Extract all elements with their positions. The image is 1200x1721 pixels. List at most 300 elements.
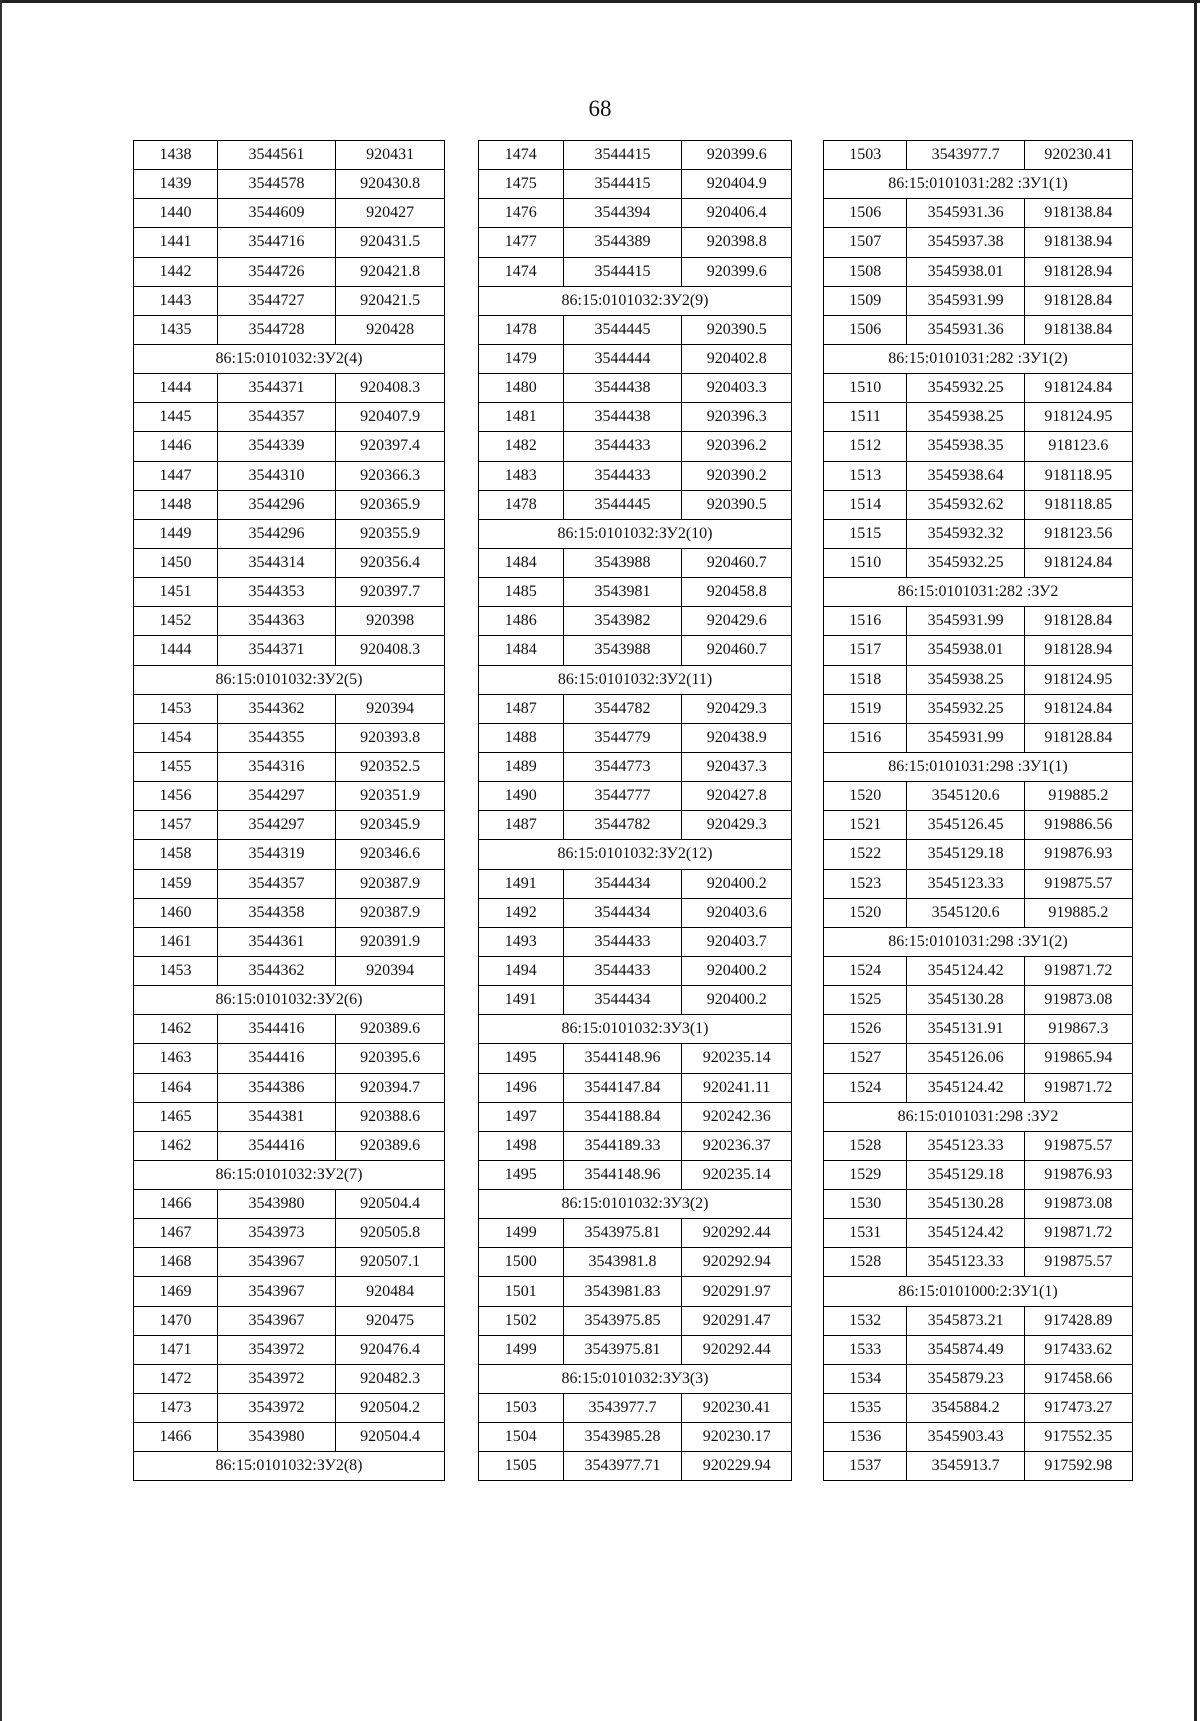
parcel-header-row: [824, 1277, 1133, 1306]
point-number-cell: 1462: [134, 1015, 218, 1044]
point-number-cell: 1442: [134, 257, 218, 286]
point-number-cell: 1474: [479, 141, 564, 170]
x-coordinate-cell: 3544371: [217, 636, 335, 665]
x-coordinate-cell: 3544716: [217, 228, 335, 257]
point-number-cell: 1503: [824, 141, 907, 170]
y-coordinate-cell: 919885.2: [1024, 898, 1132, 927]
point-number-cell: 1484: [479, 548, 564, 577]
parcel-header-row: [134, 665, 445, 694]
y-coordinate-cell: 920235.14: [682, 1044, 792, 1073]
x-coordinate-cell: 3545938.64: [907, 461, 1024, 490]
x-coordinate-cell: 3544433: [563, 927, 682, 956]
parcel-id-header: 86:15:0101031:298 :ЗУ1(2): [824, 927, 1133, 956]
x-coordinate-cell: 3543977.71: [563, 1452, 682, 1481]
table-row: [479, 986, 792, 1015]
x-coordinate-cell: 3545130.28: [907, 1190, 1024, 1219]
table-row: [134, 694, 445, 723]
point-number-cell: 1516: [824, 607, 907, 636]
scan-border-top: [0, 0, 1200, 3]
table-row: [134, 636, 445, 665]
table-row: [824, 665, 1133, 694]
table-row: [134, 840, 445, 869]
y-coordinate-cell: 918128.94: [1024, 636, 1132, 665]
y-coordinate-cell: 919871.72: [1024, 1219, 1132, 1248]
point-number-cell: 1522: [824, 840, 907, 869]
table-row: [479, 869, 792, 898]
y-coordinate-cell: 920402.8: [682, 344, 792, 373]
point-number-cell: 1460: [134, 898, 218, 927]
point-number-cell: 1473: [134, 1394, 218, 1423]
y-coordinate-cell: 918124.84: [1024, 548, 1132, 577]
parcel-header-row: [479, 840, 792, 869]
table-row: [824, 1160, 1133, 1189]
point-number-cell: 1523: [824, 869, 907, 898]
table-row: [479, 1306, 792, 1335]
table-row: [479, 636, 792, 665]
x-coordinate-cell: 3543982: [563, 607, 682, 636]
x-coordinate-cell: 3543967: [217, 1306, 335, 1335]
y-coordinate-cell: 920504.2: [336, 1394, 445, 1423]
point-number-cell: 1435: [134, 315, 218, 344]
point-number-cell: 1518: [824, 665, 907, 694]
x-coordinate-cell: 3545932.62: [907, 490, 1024, 519]
point-number-cell: 1453: [134, 956, 218, 985]
table-row: [134, 578, 445, 607]
y-coordinate-cell: 920355.9: [336, 519, 445, 548]
table-row: [824, 898, 1133, 927]
point-number-cell: 1447: [134, 461, 218, 490]
point-number-cell: 1441: [134, 228, 218, 257]
table-row: [479, 694, 792, 723]
parcel-header-row: [824, 344, 1133, 373]
coordinates-table-right: [823, 140, 1133, 1481]
y-coordinate-cell: 920390.2: [682, 461, 792, 490]
parcel-id-header: 86:15:0101032:ЗУ2(7): [134, 1160, 445, 1189]
table-row: [824, 1219, 1133, 1248]
point-number-cell: 1453: [134, 694, 218, 723]
y-coordinate-cell: 918128.94: [1024, 257, 1132, 286]
point-number-cell: 1537: [824, 1452, 907, 1481]
x-coordinate-cell: 3544438: [563, 374, 682, 403]
table-row: [824, 723, 1133, 752]
point-number-cell: 1495: [479, 1044, 564, 1073]
x-coordinate-cell: 3545874.49: [907, 1335, 1024, 1364]
parcel-header-row: [479, 286, 792, 315]
x-coordinate-cell: 3545931.36: [907, 199, 1024, 228]
y-coordinate-cell: 920400.2: [682, 986, 792, 1015]
point-number-cell: 1452: [134, 607, 218, 636]
point-number-cell: 1468: [134, 1248, 218, 1277]
table-row: [824, 1306, 1133, 1335]
parcel-id-header: 86:15:0101032:ЗУ2(5): [134, 665, 445, 694]
point-number-cell: 1496: [479, 1073, 564, 1102]
x-coordinate-cell: 3545931.99: [907, 607, 1024, 636]
table-row: [134, 898, 445, 927]
table-row: [479, 1277, 792, 1306]
point-number-cell: 1477: [479, 228, 564, 257]
y-coordinate-cell: 920394: [336, 956, 445, 985]
parcel-id-header: 86:15:0101032:ЗУ2(4): [134, 344, 445, 373]
x-coordinate-cell: 3545129.18: [907, 1160, 1024, 1189]
table-row: [479, 1219, 792, 1248]
y-coordinate-cell: 920427: [336, 199, 445, 228]
table-row: [479, 1394, 792, 1423]
table-row: [134, 752, 445, 781]
table-row: [134, 141, 445, 170]
table-row: [479, 1131, 792, 1160]
table-row: [479, 257, 792, 286]
x-coordinate-cell: 3545913.7: [907, 1452, 1024, 1481]
coordinates-table-left: [133, 140, 445, 1481]
table-row: [479, 752, 792, 781]
y-coordinate-cell: 920346.6: [336, 840, 445, 869]
table-row: [479, 374, 792, 403]
x-coordinate-cell: 3544438: [563, 403, 682, 432]
x-coordinate-cell: 3545938.25: [907, 665, 1024, 694]
y-coordinate-cell: 920391.9: [336, 927, 445, 956]
x-coordinate-cell: 3545938.25: [907, 403, 1024, 432]
x-coordinate-cell: 3544353: [217, 578, 335, 607]
x-coordinate-cell: 3544578: [217, 170, 335, 199]
point-number-cell: 1510: [824, 548, 907, 577]
y-coordinate-cell: 920345.9: [336, 811, 445, 840]
x-coordinate-cell: 3544389: [563, 228, 682, 257]
table-row: [824, 141, 1133, 170]
point-number-cell: 1493: [479, 927, 564, 956]
table-row: [824, 1364, 1133, 1393]
table-row: [479, 782, 792, 811]
y-coordinate-cell: 920406.4: [682, 199, 792, 228]
point-number-cell: 1535: [824, 1394, 907, 1423]
y-coordinate-cell: 919875.57: [1024, 1131, 1132, 1160]
x-coordinate-cell: 3544415: [563, 141, 682, 170]
point-number-cell: 1459: [134, 869, 218, 898]
x-coordinate-cell: 3543985.28: [563, 1423, 682, 1452]
point-number-cell: 1491: [479, 986, 564, 1015]
point-number-cell: 1466: [134, 1190, 218, 1219]
point-number-cell: 1457: [134, 811, 218, 840]
point-number-cell: 1475: [479, 170, 564, 199]
point-number-cell: 1528: [824, 1131, 907, 1160]
y-coordinate-cell: 920460.7: [682, 548, 792, 577]
point-number-cell: 1524: [824, 956, 907, 985]
y-coordinate-cell: 920429.3: [682, 694, 792, 723]
table-row: [824, 869, 1133, 898]
table-row: [479, 228, 792, 257]
table-row: [824, 374, 1133, 403]
x-coordinate-cell: 3544561: [217, 141, 335, 170]
y-coordinate-cell: 920399.6: [682, 257, 792, 286]
y-coordinate-cell: 920460.7: [682, 636, 792, 665]
x-coordinate-cell: 3544296: [217, 490, 335, 519]
point-number-cell: 1474: [479, 257, 564, 286]
y-coordinate-cell: 918128.84: [1024, 286, 1132, 315]
parcel-header-row: [479, 1190, 792, 1219]
x-coordinate-cell: 3544362: [217, 956, 335, 985]
y-coordinate-cell: 920230.41: [682, 1394, 792, 1423]
y-coordinate-cell: 920356.4: [336, 548, 445, 577]
point-number-cell: 1531: [824, 1219, 907, 1248]
point-number-cell: 1515: [824, 519, 907, 548]
parcel-header-row: [824, 170, 1133, 199]
table-row: [134, 927, 445, 956]
y-coordinate-cell: 917592.98: [1024, 1452, 1132, 1481]
table-row: [134, 1131, 445, 1160]
x-coordinate-cell: 3543980: [217, 1423, 335, 1452]
x-coordinate-cell: 3544416: [217, 1044, 335, 1073]
table-row: [479, 1044, 792, 1073]
point-number-cell: 1529: [824, 1160, 907, 1189]
point-number-cell: 1465: [134, 1102, 218, 1131]
table-row: [479, 1335, 792, 1364]
y-coordinate-cell: 920292.44: [682, 1335, 792, 1364]
point-number-cell: 1444: [134, 374, 218, 403]
table-row: [479, 1102, 792, 1131]
parcel-id-header: 86:15:0101031:282 :ЗУ1(1): [824, 170, 1133, 199]
y-coordinate-cell: 919875.57: [1024, 869, 1132, 898]
table-row: [134, 869, 445, 898]
parcel-header-row: [824, 1102, 1133, 1131]
x-coordinate-cell: 3545120.6: [907, 898, 1024, 927]
parcel-header-row: [134, 1160, 445, 1189]
y-coordinate-cell: 920408.3: [336, 374, 445, 403]
y-coordinate-cell: 918124.84: [1024, 374, 1132, 403]
table-row: [134, 490, 445, 519]
table-row: [824, 607, 1133, 636]
point-number-cell: 1471: [134, 1335, 218, 1364]
x-coordinate-cell: 3544434: [563, 898, 682, 927]
x-coordinate-cell: 3543973: [217, 1219, 335, 1248]
point-number-cell: 1450: [134, 548, 218, 577]
point-number-cell: 1479: [479, 344, 564, 373]
table-row: [479, 490, 792, 519]
x-coordinate-cell: 3544355: [217, 723, 335, 752]
point-number-cell: 1507: [824, 228, 907, 257]
point-number-cell: 1494: [479, 956, 564, 985]
y-coordinate-cell: 920388.6: [336, 1102, 445, 1131]
x-coordinate-cell: 3545124.42: [907, 1073, 1024, 1102]
table-row: [479, 1073, 792, 1102]
point-number-cell: 1448: [134, 490, 218, 519]
point-number-cell: 1506: [824, 315, 907, 344]
table-row: [479, 432, 792, 461]
y-coordinate-cell: 920475: [336, 1306, 445, 1335]
y-coordinate-cell: 920399.6: [682, 141, 792, 170]
x-coordinate-cell: 3545931.99: [907, 723, 1024, 752]
x-coordinate-cell: 3544147.84: [563, 1073, 682, 1102]
x-coordinate-cell: 3543972: [217, 1394, 335, 1423]
x-coordinate-cell: 3544434: [563, 869, 682, 898]
table-row: [824, 956, 1133, 985]
table-row: [134, 286, 445, 315]
x-coordinate-cell: 3543981.8: [563, 1248, 682, 1277]
x-coordinate-cell: 3544314: [217, 548, 335, 577]
x-coordinate-cell: 3545124.42: [907, 1219, 1024, 1248]
x-coordinate-cell: 3545131.91: [907, 1015, 1024, 1044]
parcel-header-row: [479, 1015, 792, 1044]
x-coordinate-cell: 3544297: [217, 782, 335, 811]
x-coordinate-cell: 3544415: [563, 257, 682, 286]
y-coordinate-cell: 920229.94: [682, 1452, 792, 1481]
x-coordinate-cell: 3544433: [563, 956, 682, 985]
parcel-header-row: [824, 578, 1133, 607]
x-coordinate-cell: 3544148.96: [563, 1044, 682, 1073]
y-coordinate-cell: 920507.1: [336, 1248, 445, 1277]
y-coordinate-cell: 920230.17: [682, 1423, 792, 1452]
y-coordinate-cell: 918123.6: [1024, 432, 1132, 461]
y-coordinate-cell: 918124.95: [1024, 665, 1132, 694]
y-coordinate-cell: 918124.95: [1024, 403, 1132, 432]
table-row: [479, 344, 792, 373]
y-coordinate-cell: 918138.94: [1024, 228, 1132, 257]
table-row: [824, 986, 1133, 1015]
table-row: [824, 1044, 1133, 1073]
table-row: [479, 170, 792, 199]
y-coordinate-cell: 920437.3: [682, 752, 792, 781]
parcel-header-row: [134, 344, 445, 373]
parcel-id-header: 86:15:0101031:282 :ЗУ1(2): [824, 344, 1133, 373]
y-coordinate-cell: 920395.6: [336, 1044, 445, 1073]
y-coordinate-cell: 920389.6: [336, 1015, 445, 1044]
parcel-id-header: 86:15:0101032:ЗУ2(6): [134, 986, 445, 1015]
point-number-cell: 1505: [479, 1452, 564, 1481]
y-coordinate-cell: 920403.7: [682, 927, 792, 956]
point-number-cell: 1449: [134, 519, 218, 548]
table-row: [824, 519, 1133, 548]
table-row: [479, 607, 792, 636]
point-number-cell: 1445: [134, 403, 218, 432]
parcel-id-header: 86:15:0101032:ЗУ2(12): [479, 840, 792, 869]
point-number-cell: 1516: [824, 723, 907, 752]
point-number-cell: 1498: [479, 1131, 564, 1160]
point-number-cell: 1488: [479, 723, 564, 752]
y-coordinate-cell: 920396.2: [682, 432, 792, 461]
table-row: [824, 1423, 1133, 1452]
table-row: [134, 403, 445, 432]
table-row: [824, 461, 1133, 490]
x-coordinate-cell: 3545937.38: [907, 228, 1024, 257]
x-coordinate-cell: 3544316: [217, 752, 335, 781]
y-coordinate-cell: 920291.97: [682, 1277, 792, 1306]
y-coordinate-cell: 920404.9: [682, 170, 792, 199]
y-coordinate-cell: 917473.27: [1024, 1394, 1132, 1423]
y-coordinate-cell: 920397.4: [336, 432, 445, 461]
x-coordinate-cell: 3544357: [217, 869, 335, 898]
y-coordinate-cell: 920389.6: [336, 1131, 445, 1160]
point-number-cell: 1484: [479, 636, 564, 665]
x-coordinate-cell: 3544394: [563, 199, 682, 228]
table-row: [479, 1160, 792, 1189]
table-row: [479, 403, 792, 432]
point-number-cell: 1520: [824, 898, 907, 927]
point-number-cell: 1534: [824, 1364, 907, 1393]
y-coordinate-cell: 920352.5: [336, 752, 445, 781]
y-coordinate-cell: 920241.11: [682, 1073, 792, 1102]
table-row: [134, 723, 445, 752]
table-row: [479, 1423, 792, 1452]
point-number-cell: 1521: [824, 811, 907, 840]
x-coordinate-cell: 3543988: [563, 548, 682, 577]
table-row: [134, 811, 445, 840]
parcel-header-row: [134, 1452, 445, 1481]
x-coordinate-cell: 3544773: [563, 752, 682, 781]
point-number-cell: 1487: [479, 694, 564, 723]
x-coordinate-cell: 3545873.21: [907, 1306, 1024, 1335]
x-coordinate-cell: 3545931.36: [907, 315, 1024, 344]
table-row: [134, 374, 445, 403]
x-coordinate-cell: 3544415: [563, 170, 682, 199]
x-coordinate-cell: 3545932.25: [907, 694, 1024, 723]
parcel-header-row: [479, 519, 792, 548]
x-coordinate-cell: 3545932.25: [907, 548, 1024, 577]
scan-border-right: [1194, 0, 1197, 1721]
x-coordinate-cell: 3543981.83: [563, 1277, 682, 1306]
x-coordinate-cell: 3544358: [217, 898, 335, 927]
table-row: [479, 1452, 792, 1481]
parcel-id-header: 86:15:0101032:ЗУ2(9): [479, 286, 792, 315]
x-coordinate-cell: 3543980: [217, 1190, 335, 1219]
x-coordinate-cell: 3544445: [563, 490, 682, 519]
y-coordinate-cell: 918128.84: [1024, 723, 1132, 752]
y-coordinate-cell: 919873.08: [1024, 986, 1132, 1015]
table-row: [824, 548, 1133, 577]
x-coordinate-cell: 3544148.96: [563, 1160, 682, 1189]
table-row: [824, 1190, 1133, 1219]
table-row: [134, 1015, 445, 1044]
point-number-cell: 1501: [479, 1277, 564, 1306]
x-coordinate-cell: 3544782: [563, 811, 682, 840]
y-coordinate-cell: 920387.9: [336, 869, 445, 898]
y-coordinate-cell: 920365.9: [336, 490, 445, 519]
x-coordinate-cell: 3544363: [217, 607, 335, 636]
y-coordinate-cell: 920421.5: [336, 286, 445, 315]
y-coordinate-cell: 920504.4: [336, 1190, 445, 1219]
point-number-cell: 1530: [824, 1190, 907, 1219]
x-coordinate-cell: 3544444: [563, 344, 682, 373]
table-row: [134, 228, 445, 257]
point-number-cell: 1497: [479, 1102, 564, 1131]
x-coordinate-cell: 3544416: [217, 1015, 335, 1044]
y-coordinate-cell: 918118.85: [1024, 490, 1132, 519]
point-number-cell: 1503: [479, 1394, 564, 1423]
point-number-cell: 1513: [824, 461, 907, 490]
y-coordinate-cell: 918128.84: [1024, 607, 1132, 636]
point-number-cell: 1519: [824, 694, 907, 723]
point-number-cell: 1482: [479, 432, 564, 461]
x-coordinate-cell: 3543972: [217, 1364, 335, 1393]
point-number-cell: 1487: [479, 811, 564, 840]
x-coordinate-cell: 3545931.99: [907, 286, 1024, 315]
y-coordinate-cell: 920291.47: [682, 1306, 792, 1335]
x-coordinate-cell: 3544189.33: [563, 1131, 682, 1160]
point-number-cell: 1455: [134, 752, 218, 781]
table-row: [824, 286, 1133, 315]
x-coordinate-cell: 3544297: [217, 811, 335, 840]
y-coordinate-cell: 920387.9: [336, 898, 445, 927]
table-row: [824, 840, 1133, 869]
point-number-cell: 1478: [479, 315, 564, 344]
x-coordinate-cell: 3543975.81: [563, 1335, 682, 1364]
x-coordinate-cell: 3545124.42: [907, 956, 1024, 985]
point-number-cell: 1458: [134, 840, 218, 869]
table-row: [134, 1219, 445, 1248]
parcel-id-header: 86:15:0101031:282 :ЗУ2: [824, 578, 1133, 607]
x-coordinate-cell: 3544777: [563, 782, 682, 811]
y-coordinate-cell: 920403.6: [682, 898, 792, 927]
y-coordinate-cell: 917433.62: [1024, 1335, 1132, 1364]
x-coordinate-cell: 3545123.33: [907, 1248, 1024, 1277]
parcel-id-header: 86:15:0101032:ЗУ3(1): [479, 1015, 792, 1044]
